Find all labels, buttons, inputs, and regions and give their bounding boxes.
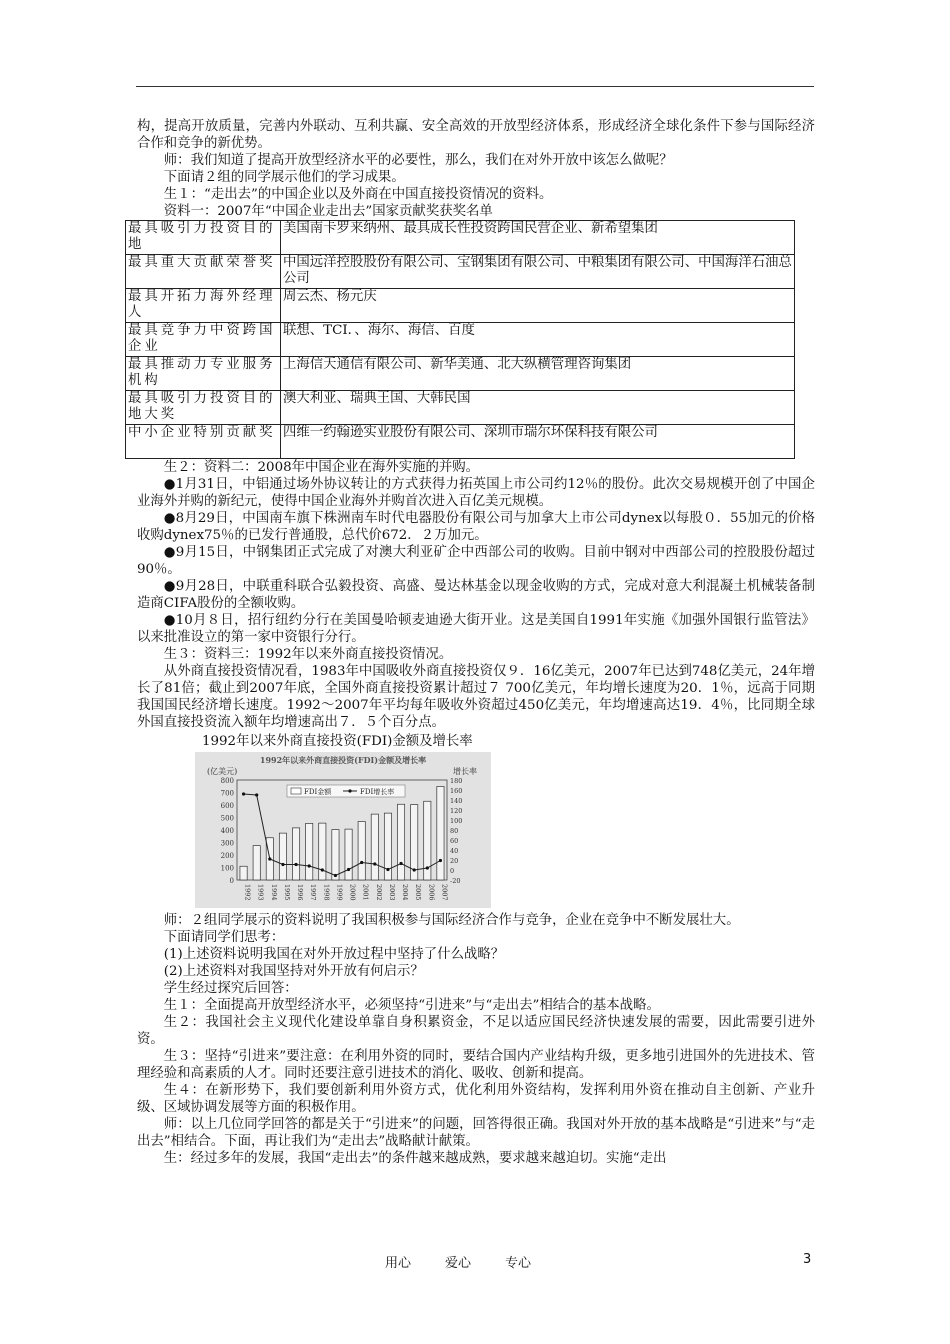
- legend-bar-swatch: [291, 788, 301, 794]
- fdi-bar: [397, 804, 404, 880]
- award-winners: 周云杰、杨元庆: [281, 289, 795, 323]
- y2-tick-label: 80: [450, 827, 459, 835]
- legend-point-swatch: [348, 789, 351, 792]
- fdi-bar: [292, 828, 299, 880]
- paragraph: ●9月15日，中钢集团正式完成了对澳大利亚矿企中西部公司的收购。目前中钢对中西部公司的控股股份超过90％。: [137, 545, 815, 577]
- x-tick-label: 1998: [322, 884, 331, 901]
- paragraph: (1)上述资料说明我国在对外开放过程中坚持了什么战略？: [163, 947, 505, 962]
- paragraph: 生１：“走出去”的中国企业以及外商在中国直接投资情况的资料。: [163, 187, 553, 202]
- paragraph: ●10月８日，招行纽约分行在美国曼哈顿麦迪逊大街开业。这是美国自1991年实施《加强外国银行监管法》以来批准设立的第一家中资银行分行。: [137, 613, 815, 645]
- x-tick-label: 2000: [348, 884, 357, 901]
- paragraph: 从外商直接投资情况看，1983年中国吸收外商直接投资仅９．16亿美元，2007年已达到748亿美元，24年增长了81倍；截止到2007年底，全国外商直接投资累计超过７ 700亿美元，年均增长速度为20．1％，远高于同期我国国民经济增长速度。1992～2007年平均每年吸收外资超过450亿美元，年均增速高达19．4％，比同期全球外国直接投资流入额年均增速高出７．５个百分点。: [137, 664, 815, 730]
- y2-tick-label: 0: [450, 867, 455, 875]
- award-name: 最具吸引力投资目的地大奖: [126, 391, 281, 425]
- x-tick-label: 1996: [296, 884, 305, 901]
- paragraph: (2)上述资料对我国坚持对外开放有何启示？: [163, 964, 424, 979]
- x-tick-label: 2002: [374, 884, 383, 901]
- y2-axis-label: 增长率: [453, 767, 477, 776]
- award-winners: 上海信天通信有限公司、新华美通、北大纵横管理咨询集团: [281, 357, 795, 391]
- paragraph: 生：经过多年的发展，我国“走出去”的条件越来越成熟，要求越来越迫切。实施“走出: [163, 1151, 667, 1166]
- fdi-bar: [279, 833, 286, 880]
- footer-word: 爱心: [445, 1256, 472, 1271]
- x-tick-label: 2004: [401, 884, 410, 901]
- growth-point: [255, 793, 258, 796]
- fdi-chart-svg: [195, 752, 491, 908]
- x-tick-label: 2005: [414, 884, 423, 901]
- paragraph: 生２：我国社会主义现代化建设单靠自身积累资金，不足以适应国民经济快速发展的需要，因此需要引进外资。: [137, 1015, 815, 1047]
- table-row: [126, 323, 795, 357]
- fdi-chart: [195, 752, 491, 908]
- growth-point: [347, 868, 350, 871]
- fdi-bar: [358, 822, 365, 881]
- growth-point: [242, 792, 245, 795]
- x-tick-label: 2007: [440, 884, 449, 901]
- footer-word: 专心: [505, 1256, 532, 1271]
- table-row: [126, 255, 795, 289]
- y-tick-label: 200: [220, 852, 234, 860]
- footer-motto: [385, 1252, 565, 1271]
- table-row: [126, 289, 795, 323]
- growth-point: [399, 862, 402, 865]
- table-row: [126, 391, 795, 425]
- x-tick-label: 2001: [361, 884, 370, 901]
- legend-label: FDI增长率: [360, 788, 395, 796]
- growth-point: [386, 868, 389, 871]
- y2-tick-label: -20: [450, 877, 461, 885]
- award-name: 最具推动力专业服务机构: [126, 357, 281, 391]
- paragraph: 生４：在新形势下，我们要创新利用外资方式，优化利用外资结构，发挥利用外资在推动自主创新、产业升级、区域协调发展等方面的积极作用。: [137, 1083, 815, 1115]
- y2-tick-label: 60: [450, 837, 459, 845]
- y-tick-label: 800: [220, 777, 234, 785]
- paragraph: 生１：全面提高开放型经济水平，必须坚持“引进来”与“走出去”相结合的基本战略。: [163, 998, 660, 1013]
- fdi-bar: [253, 846, 260, 880]
- fdi-bar: [306, 823, 313, 880]
- y2-tick-label: 100: [450, 817, 463, 825]
- award-winners: 中国远洋控股股份有限公司、宝钢集团有限公司、中粮集团有限公司、中国海洋石油总公司: [281, 255, 795, 289]
- paragraph: 师：以上几位同学回答的都是关于“引进来”的问题，回答得很正确。我国对外开放的基本战略是“引进来”与“走出去”相结合。下面，再让我们为“走出去”战略献计献策。: [137, 1117, 815, 1149]
- x-tick-label: 1992: [243, 884, 252, 901]
- paragraph: ●1月31日，中铝通过场外协议转让的方式获得力拓英国上市公司约12％的股份。此次交易规模开创了中国企业海外并购的新纪元，使得中国企业海外并购首次进入百亿美元规模。: [137, 477, 815, 509]
- y-tick-label: 0: [229, 877, 234, 885]
- paragraph: ●8月29日，中国南车旗下株洲南车时代电器股份有限公司与加拿大上市公司dynex以每股０．55加元的价格收购dynex75％的已发行普通股，总代价672．２万加元。: [137, 511, 815, 543]
- paragraph: 师：我们知道了提高开放型经济水平的必要性，那么，我们在对外开放中该怎么做呢？: [163, 153, 673, 168]
- table-row: [126, 221, 795, 255]
- growth-point: [268, 857, 271, 860]
- y2-tick-label: 180: [450, 777, 463, 785]
- growth-point: [426, 866, 429, 869]
- paragraph: 下面请同学们思考：: [163, 930, 285, 945]
- paragraph: 师：２组同学展示的资料说明了我国积极参与国际经济合作与竞争，企业在竞争中不断发展壮大。: [163, 913, 740, 928]
- y-axis-label: (亿美元): [207, 767, 238, 776]
- y-tick-label: 600: [220, 802, 234, 810]
- growth-point: [308, 864, 311, 867]
- award-winners: 美国南卡罗来纳州、最具成长性投资跨国民营企业、新希望集团: [281, 221, 795, 255]
- y-tick-label: 300: [220, 839, 234, 848]
- growth-point: [294, 863, 297, 866]
- y2-tick-label: 160: [450, 787, 463, 795]
- x-tick-label: 1995: [282, 884, 291, 901]
- award-name: 中小企业特别贡献奖: [126, 425, 281, 459]
- paragraph: ●9月28日，中联重科联合弘毅投资、高盛、曼达林基金以现金收购的方式，完成对意大利混凝土机械装备制造商CIFA股份的全额收购。: [137, 579, 815, 611]
- x-tick-label: 2006: [427, 884, 436, 901]
- award-name: 最具开拓力海外经理人: [126, 289, 281, 323]
- table-caption: 资料一：2007年“中国企业走出去”国家贡献奖获奖名单: [163, 204, 493, 219]
- growth-point: [360, 861, 363, 864]
- fdi-bar: [437, 787, 444, 881]
- paragraph: 生３：资料三：1992年以来外商直接投资情况。: [163, 647, 453, 662]
- award-winners: 澳大利亚、瑞典王国、大韩民国: [281, 391, 795, 425]
- y2-tick-label: 120: [450, 807, 463, 815]
- fdi-bar: [371, 814, 378, 880]
- y-tick-label: 400: [220, 827, 234, 835]
- fdi-bar: [332, 830, 339, 880]
- header-rule: [136, 86, 814, 87]
- growth-point: [281, 863, 284, 866]
- y-tick-label: 700: [220, 789, 234, 798]
- paragraph: 构，提高开放质量，完善内外联动、互利共赢、安全高效的开放型经济体系，形成经济全球化条件下参与国际经济合作和竞争的新优势。: [137, 119, 815, 151]
- award-name: 最具吸引力投资目的地: [126, 221, 281, 255]
- y2-tick-label: 20: [450, 857, 459, 865]
- table-row: [126, 357, 795, 391]
- x-tick-label: 1993: [256, 884, 265, 901]
- growth-point: [334, 874, 337, 877]
- growth-point: [439, 859, 442, 862]
- award-name: 最具竞争力中资跨国企业: [126, 323, 281, 357]
- page-content: [128, 118, 815, 1167]
- award-name: 最具重大贡献荣誉奖: [126, 255, 281, 289]
- page-number: 3: [803, 1252, 812, 1267]
- growth-point: [373, 862, 376, 865]
- y2-tick-label: 40: [450, 847, 459, 855]
- footer-word: 用心: [385, 1256, 412, 1271]
- award-winners: 四维一约翰逊实业股份有限公司、深圳市瑞尔环保科技有限公司: [281, 425, 795, 459]
- award-winners: 联想、TCI．、海尔、海信、百度: [281, 323, 795, 357]
- award-table: [125, 220, 795, 459]
- paragraph: 生３：坚持“引进来”要注意：在利用外资的同时，要结合国内产业结构升级，更多地引进国外的先进技术、管理经验和高素质的人才。同时还要注意引进技术的消化、吸收、创新和提高。: [137, 1049, 815, 1081]
- table-row: [126, 425, 795, 459]
- y2-tick-label: 140: [450, 797, 463, 805]
- x-tick-label: 2003: [387, 884, 396, 901]
- x-tick-label: 1997: [309, 884, 318, 901]
- chart-title: 1992年以来外商直接投资(FDI)金额及增长率: [259, 755, 427, 765]
- fdi-bar: [345, 829, 352, 880]
- x-tick-label: 1999: [335, 884, 344, 901]
- paragraph: 生２：资料二：2008年中国企业在海外实施的并购。: [163, 460, 480, 475]
- fdi-bar: [240, 866, 247, 880]
- paragraph: 学生经过探究后回答：: [163, 981, 298, 996]
- growth-point: [413, 868, 416, 871]
- y-tick-label: 500: [220, 814, 234, 823]
- x-tick-label: 1994: [269, 884, 278, 901]
- legend-label: FDI金额: [304, 788, 332, 796]
- chart-caption: 1992年以来外商直接投资(FDI)金额及增长率: [202, 734, 473, 749]
- paragraph: 下面请２组的同学展示他们的学习成果。: [163, 170, 405, 185]
- growth-point: [321, 868, 324, 871]
- y-tick-label: 100: [220, 864, 234, 873]
